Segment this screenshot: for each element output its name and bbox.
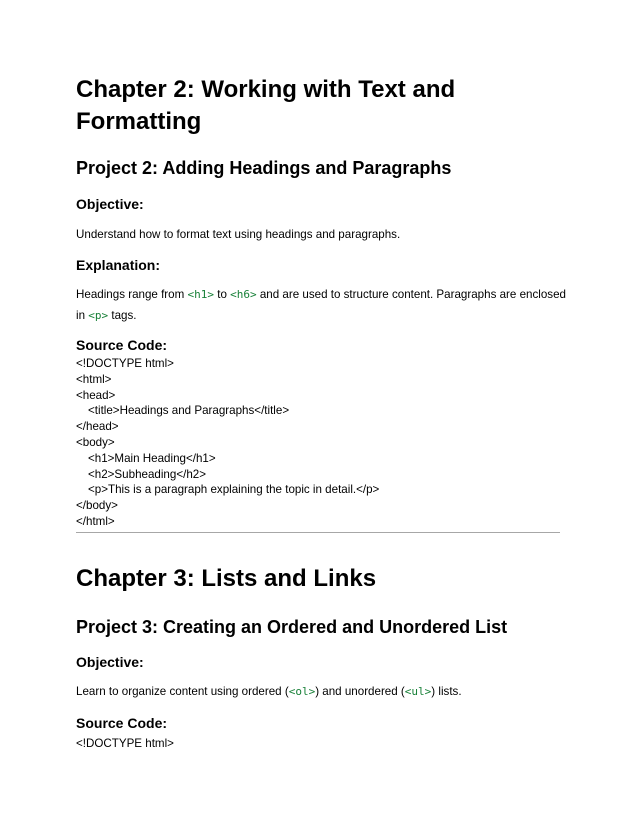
chapter-3-title: Chapter 3: Lists and Links xyxy=(76,565,377,592)
inline-code-ul: <ul> xyxy=(404,685,432,698)
objective-text: Learn to organize content using ordered ( xyxy=(76,685,289,698)
objective-text: Understand how to format text using headings and paragraphs. xyxy=(76,228,401,241)
objective-text: ) lists. xyxy=(431,685,462,698)
explanation-text: tags. xyxy=(108,309,137,322)
objective-heading: Objective: xyxy=(76,196,144,212)
objective-text: ) and unordered ( xyxy=(315,685,405,698)
objective-heading: Objective: xyxy=(76,654,144,670)
code-line: <head> xyxy=(76,388,116,402)
code-line: <!DOCTYPE html> xyxy=(76,357,174,370)
explanation-text: in xyxy=(76,309,89,322)
project-2-heading: Project 2: Adding Headings and Paragraphs xyxy=(76,158,452,178)
code-line: <!DOCTYPE html> xyxy=(76,737,174,750)
source-code-block xyxy=(76,356,379,530)
objective-paragraph xyxy=(76,683,566,700)
code-line: <h1>Main Heading</h1> xyxy=(88,451,216,465)
code-line: <h2>Subheading</h2> xyxy=(88,467,206,481)
explanation-text: to xyxy=(214,288,231,301)
inline-code-p: <p> xyxy=(88,309,109,322)
explanation-heading: Explanation: xyxy=(76,257,161,273)
inline-code-ol: <ol> xyxy=(288,685,316,698)
explanation-line-1 xyxy=(76,286,566,303)
inline-code-h6: <h6> xyxy=(230,288,257,301)
project-3-heading: Project 3: Creating an Ordered and Unordered List xyxy=(76,617,508,637)
code-line: </body> xyxy=(76,499,118,513)
code-line: <html> xyxy=(76,372,112,386)
source-code-heading: Source Code: xyxy=(76,715,168,731)
source-code-heading: Source Code: xyxy=(76,337,168,353)
chapter-2-title-line-2: Formatting xyxy=(76,108,202,135)
code-line: <body> xyxy=(76,435,115,449)
code-line: <title>Headings and Paragraphs</title> xyxy=(88,404,290,418)
explanation-text: and are used to structure content. Paragraphs are enclosed xyxy=(256,288,566,301)
code-line: </html> xyxy=(76,514,115,528)
source-code-block xyxy=(76,736,174,752)
inline-code-h1: <h1> xyxy=(187,288,214,301)
explanation-line-2 xyxy=(76,307,566,324)
chapter-2-title-line-1: Chapter 2: Working with Text and xyxy=(76,76,456,103)
explanation-text: Headings range from xyxy=(76,288,188,301)
section-divider xyxy=(76,532,560,533)
code-line: </head> xyxy=(76,420,119,434)
code-line: <p>This is a paragraph explaining the topic in detail.</p> xyxy=(88,483,380,497)
explanation-paragraph xyxy=(76,286,566,324)
